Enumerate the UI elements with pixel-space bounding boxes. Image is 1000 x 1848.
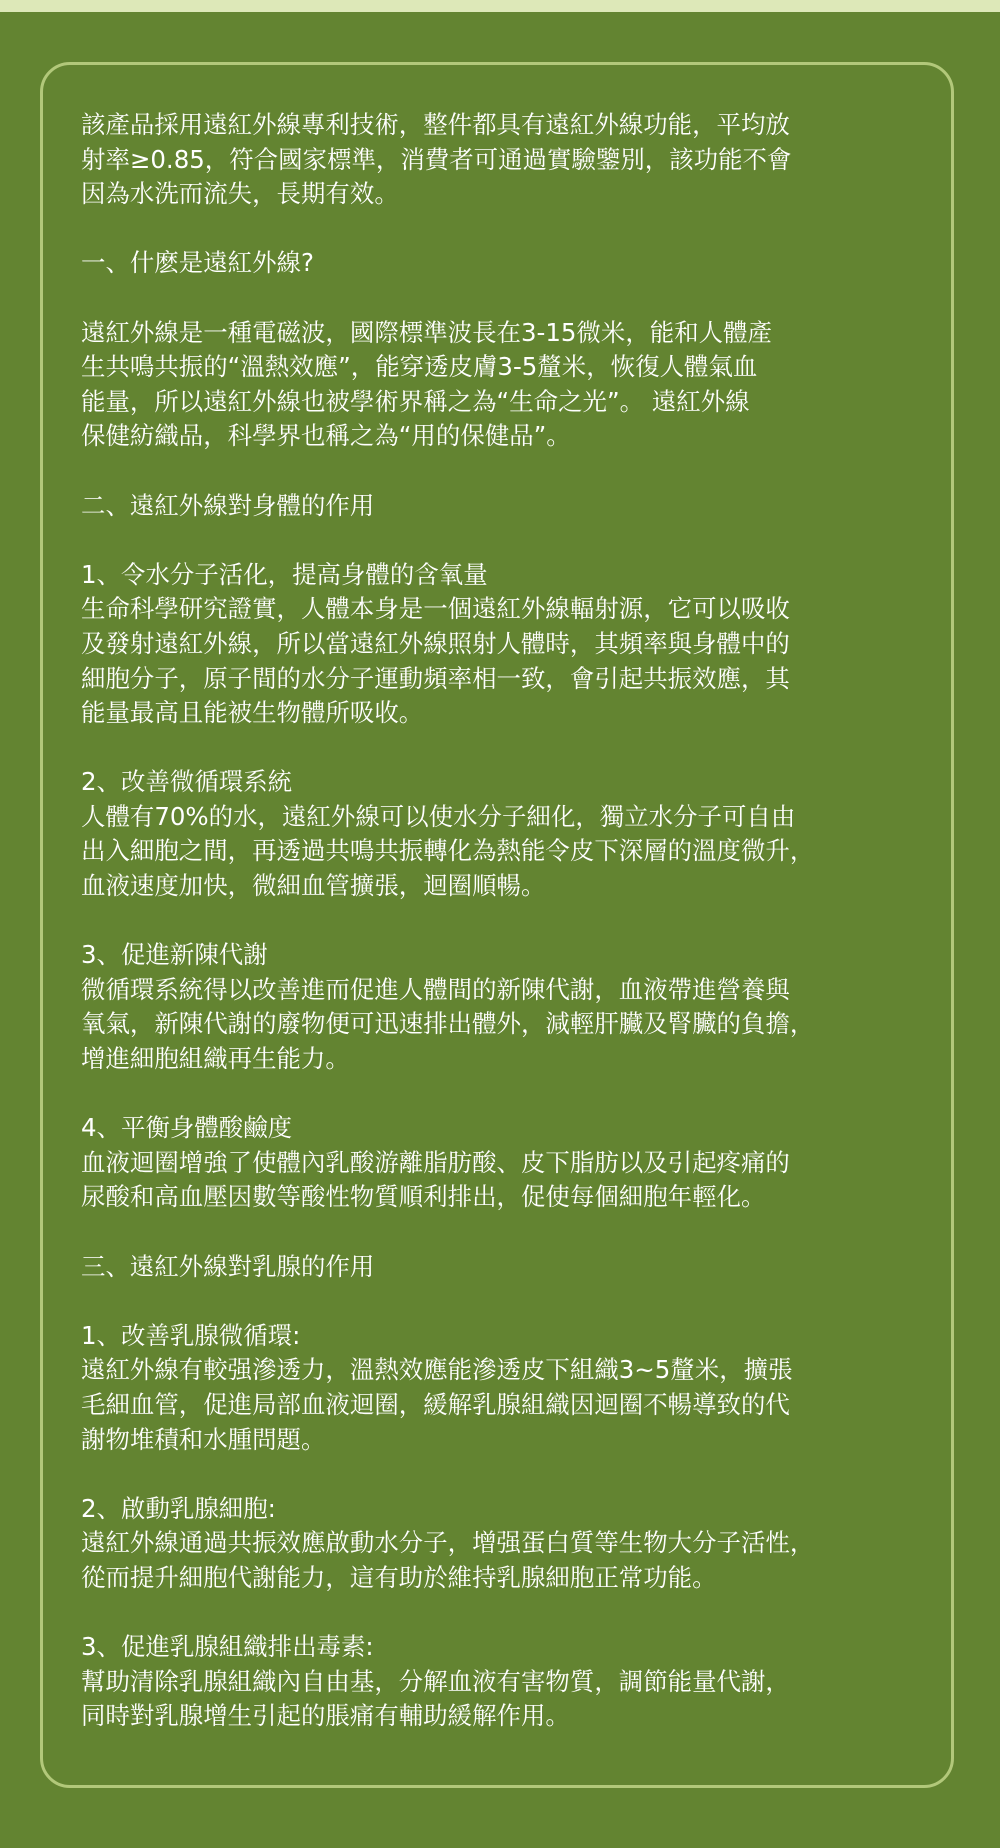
text-line: 生命科學研究證實，人體本身是一個遠紅外線輻射源，它可以吸收: [81, 594, 790, 624]
text-line: 血液迴圈增強了使體內乳酸游離脂肪酸、皮下脂肪以及引起疼痛的: [81, 1147, 790, 1177]
text-line: 射率≥0.85，符合國家標準，消費者可通過實驗鑒別，該功能不會: [81, 144, 792, 174]
top-strip: [0, 0, 1000, 12]
paragraph: [81, 1319, 951, 1457]
text-line: 出入細胞之間，再透過共鳴共振轉化為熱能令皮下深層的溫度微升，: [81, 836, 815, 866]
text-line: 能量最高且能被生物體所吸收。: [81, 698, 424, 728]
text-line: 微循環系統得以改善進而促進人體間的新陳代謝，血液帶進營養與: [81, 974, 790, 1004]
text-line: 遠紅外線是一種電磁波，國際標準波長在3-15微米，能和人體產: [81, 317, 773, 347]
text-line: 該產品採用遠紅外線專利技術，整件都具有遠紅外線功能，平均放: [81, 110, 790, 139]
paragraph: [81, 108, 951, 212]
text-line: 因為水洗而流失，長期有效。: [81, 179, 399, 209]
paragraph: [81, 489, 951, 524]
text-line: 及發射遠紅外線，所以當遠紅外線照射人體時，其頻率與身體中的: [81, 628, 790, 658]
text-line: 人體有70%的水，遠紅外線可以使水分子細化，獨立水分子可自由: [81, 801, 796, 831]
text-line: 從而提升細胞代謝能力，這有助於維持乳腺細胞正常功能。: [81, 1562, 717, 1592]
text-line: 保健紡織品，科學界也稱之為“用的保健品”。: [81, 421, 571, 451]
paragraph: [81, 765, 951, 903]
paragraph: [81, 246, 951, 281]
text-line: 一、什麽是遠紅外線?: [81, 248, 314, 278]
paragraph: [81, 316, 951, 454]
paragraph: [81, 558, 951, 731]
paragraph: [81, 1111, 951, 1215]
content-card: [40, 62, 954, 1788]
text-line: 毛細血管，促進局部血液迴圈，緩解乳腺組織因迴圈不暢導致的代: [81, 1389, 790, 1419]
text-line: 1、令水分子活化，提高身體的含氧量: [81, 559, 488, 589]
text-line: 三、遠紅外線對乳腺的作用: [81, 1251, 375, 1281]
text-line: 血液速度加快，微細血管擴張，迴圈順暢。: [81, 871, 546, 901]
text-line: 3、促進新陳代謝: [81, 940, 268, 970]
text-line: 能量，所以遠紅外線也被學術界稱之為“生命之光”。 遠紅外線: [81, 386, 750, 416]
text-line: 細胞分子，原子間的水分子運動頻率相一致，會引起共振效應，其: [81, 663, 790, 693]
text-line: 4、平衡身體酸鹼度: [81, 1113, 293, 1143]
text-line: 3、促進乳腺組織排出毒素:: [81, 1632, 374, 1662]
text-line: 氧氣，新陳代謝的廢物便可迅速排出體外，減輕肝臟及腎臟的負擔，: [81, 1009, 815, 1039]
paragraph: [81, 1492, 951, 1596]
text-line: 遠紅外線通過共振效應啟動水分子，增强蛋白質等生物大分子活性，: [81, 1528, 815, 1558]
text-line: 2、改善微循環系統: [81, 767, 293, 797]
text-line: 生共鳴共振的“溫熱效應”，能穿透皮膚3-5釐米，恢復人體氣血: [81, 352, 758, 382]
text-line: 2、啟動乳腺細胞:: [81, 1493, 276, 1523]
text-line: 同時對乳腺增生引起的脹痛有輔助緩解作用。: [81, 1701, 570, 1731]
text-line: 1、改善乳腺微循環:: [81, 1320, 301, 1350]
text-line: 尿酸和高血壓因數等酸性物質順利排出，促使每個細胞年輕化。: [81, 1182, 766, 1212]
text-line: 遠紅外線有較强滲透力，溫熱效應能滲透皮下組織3~5釐米，擴張: [81, 1355, 793, 1385]
text-line: 增進細胞組織再生能力。: [81, 1044, 350, 1074]
text-line: 二、遠紅外線對身體的作用: [81, 490, 375, 520]
text-line: 謝物堆積和水腫問題。: [81, 1424, 326, 1454]
paragraph: [81, 1250, 951, 1285]
paragraph: [81, 938, 951, 1076]
paragraph: [81, 1630, 951, 1734]
text-line: 幫助清除乳腺組織內自由基，分解血液有害物質，調節能量代謝，: [81, 1666, 790, 1696]
description-text: [81, 108, 951, 1734]
